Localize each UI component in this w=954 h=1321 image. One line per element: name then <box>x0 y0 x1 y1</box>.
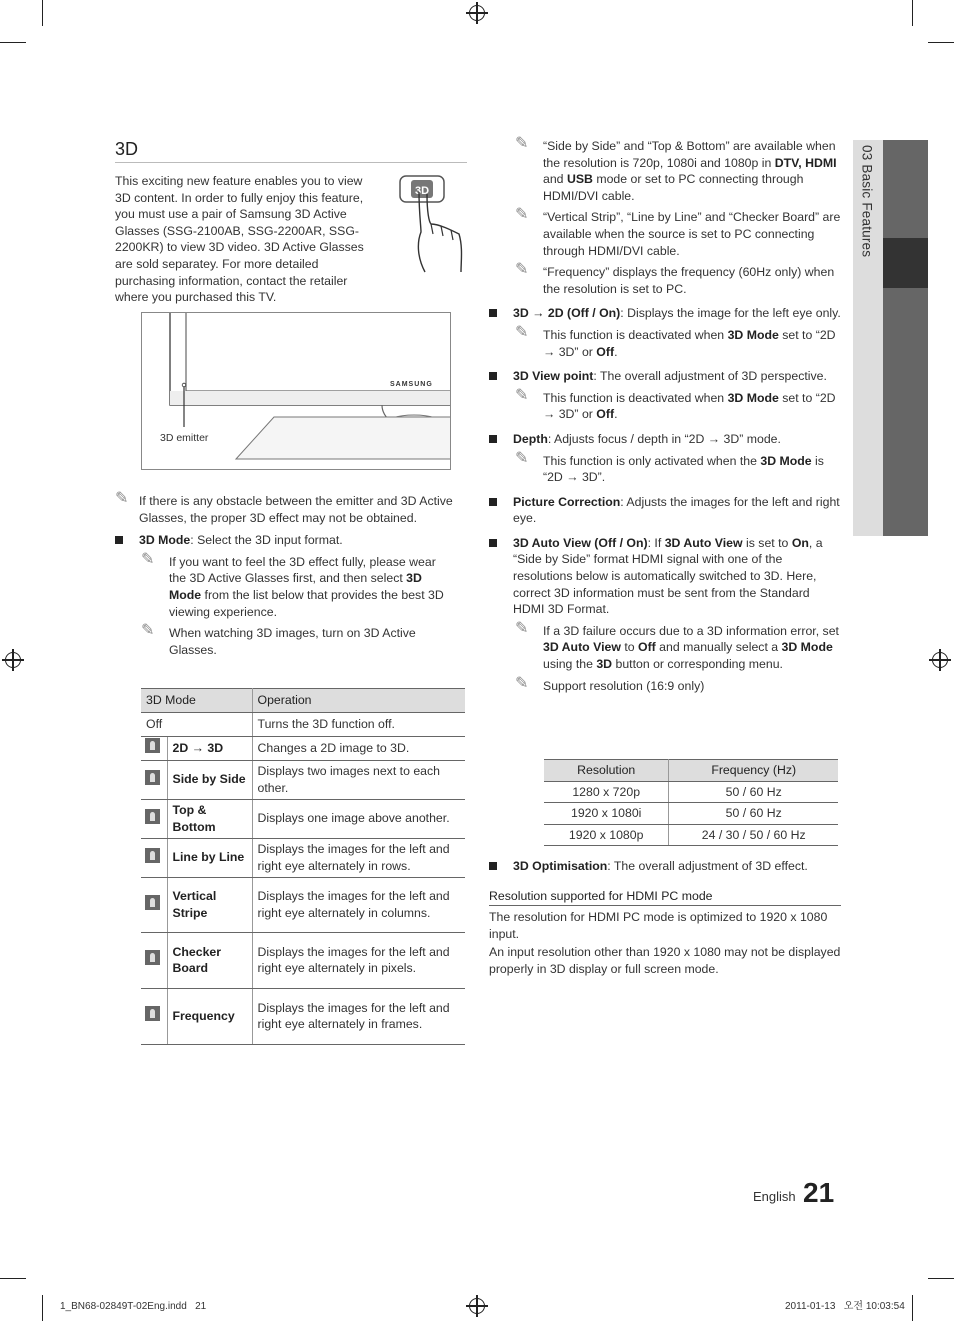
mode-line-by-line-icon <box>145 848 160 863</box>
crop-mark <box>0 42 26 43</box>
note-text: mode or set to PC connecting through HDMI/DVI cable. <box>543 172 804 203</box>
chapter-tab-label: 03 Basic Features <box>859 145 875 258</box>
frequency-cell: 50 / 60 Hz <box>669 781 838 803</box>
bullet-depth <box>489 431 841 448</box>
note-text: This function is only activated when the <box>543 453 761 468</box>
table-row <box>141 799 465 838</box>
note-text: “Vertical Strip”, “Line by Line” and “Checker Board” are available when the source is set to PC connecting through HDMI/DVI cable. <box>543 210 841 258</box>
note-pencil-icon: ✎ <box>515 323 529 341</box>
note-term: DTV, HDMI <box>774 155 837 170</box>
note-turn-on-glasses <box>115 622 455 658</box>
table-header-row <box>141 689 465 713</box>
intro-paragraph: This exciting new feature enables you to view 3D content. In order to fully enjoy this feature, you must use a pair of Samsung 3D Active Glasses (SSG-2100AB, SSG-2200AR, SSG-2200KR) to view 3D video. 3D Active Glasses are sold separatey. For more detailed purchasing information, contact the retailer where you purchased this TV. <box>115 174 364 305</box>
mode-frequency-icon <box>145 1006 160 1021</box>
note-term: Off <box>638 640 656 655</box>
mode-desc: Displays the images for the left and right eye alternately in pixels. <box>252 932 465 988</box>
note-pencil-icon: ✎ <box>515 206 529 224</box>
mode-icon-cell <box>141 760 167 799</box>
bullet-picture-correction <box>489 494 841 527</box>
note-feel-3d <box>115 550 455 620</box>
3d-mode-table <box>141 688 465 1045</box>
bullet-square-icon <box>115 536 123 544</box>
mode-name: Off <box>141 712 252 736</box>
note-term: 3D Mode <box>760 453 812 468</box>
note-term: 3D <box>596 657 613 672</box>
bullet-term: Depth <box>513 431 548 446</box>
bullet-term: 3D Auto View <box>664 535 743 550</box>
bullet-3d-optimisation <box>489 858 841 875</box>
table-row <box>141 736 465 760</box>
crop-mark <box>42 0 43 26</box>
section-title: 3D <box>115 138 467 163</box>
3d-button-label: 3D <box>414 185 430 197</box>
emitter-label: 3D emitter <box>160 432 209 444</box>
table-row <box>544 781 838 803</box>
table-row <box>544 803 838 825</box>
mode-checker-board-icon <box>145 950 160 965</box>
crop-mark <box>912 1295 913 1321</box>
resolution-cell: 1280 x 720p <box>544 781 669 803</box>
note-term: 3D Auto View <box>543 640 621 655</box>
note-pencil-icon: ✎ <box>515 674 529 692</box>
bullet-3d-auto-view <box>489 535 841 618</box>
bullet-text: : The overall adjustment of 3D effect. <box>607 859 808 873</box>
bullet-text: : Adjusts focus / depth in “2D → 3D” mode. <box>547 431 781 446</box>
bullet-term: Picture Correction <box>513 494 621 509</box>
footer-file-info: 1_BN68-02849T-02Eng.indd 21 <box>60 1301 207 1312</box>
page-language: English <box>753 1189 796 1204</box>
note-3d-view-point <box>489 386 841 423</box>
table-row <box>141 988 465 1044</box>
note-text: . <box>614 344 618 359</box>
table-row <box>141 877 465 932</box>
mode-desc: Displays the images for the left and right eye alternately in frames. <box>252 988 465 1044</box>
note-pencil-icon: ✎ <box>515 135 529 152</box>
crop-mark <box>928 1278 954 1279</box>
left-notes <box>115 488 455 658</box>
footer-date: 2011-01-13 오전 10:03:54 <box>785 1301 905 1312</box>
hdmi-pc-paragraph: The resolution for HDMI PC mode is optimized to 1920 x 1080 input. <box>489 910 828 941</box>
crop-mark <box>928 42 954 43</box>
mode-icon-cell <box>141 736 167 760</box>
mode-desc: Displays the images for the left and right eye alternately in columns. <box>252 877 465 932</box>
note-text: “Frequency” displays the frequency (60Hz only) when the resolution is set to PC. <box>543 265 835 296</box>
table-row <box>141 838 465 877</box>
mode-desc: Displays the images for the left and right eye alternately in rows. <box>252 838 465 877</box>
mode-desc: Displays one image above another. <box>252 799 465 838</box>
note-text: If you want to feel the 3D effect fully, please wear the 3D Active Glasses first, and then select <box>169 554 436 586</box>
note-pencil-icon: ✎ <box>515 261 529 279</box>
bullet-term: On <box>791 535 809 550</box>
note-depth <box>489 449 841 486</box>
note-text: . <box>614 407 618 422</box>
note-side-by-side <box>489 135 841 204</box>
note-3d-to-2d <box>489 323 841 360</box>
right-column <box>489 135 841 694</box>
chapter-tab-dark <box>883 140 928 536</box>
bullet-term: 3D → 2D (Off / On) <box>513 306 621 321</box>
page-number: 21 <box>803 1177 835 1208</box>
note-pencil-icon: ✎ <box>115 490 129 507</box>
note-support-resolution <box>489 674 841 695</box>
note-term: 3D Mode <box>169 571 422 602</box>
mode-name: Side by Side <box>167 760 252 799</box>
resolution-cell: 1920 x 1080p <box>544 824 669 846</box>
bullet-text: : If <box>647 535 665 550</box>
mode-icon-cell <box>141 988 167 1044</box>
note-text: “Side by Side” and “Top & Bottom” are available when the resolution is 720p, 1080i and 1080p in <box>543 139 836 170</box>
frequency-cell: 24 / 30 / 50 / 60 Hz <box>669 824 838 846</box>
mode-name: Top & Bottom <box>167 799 252 838</box>
note-text: button or corresponding menu. <box>612 657 783 672</box>
bullet-term: 3D View point <box>513 369 594 384</box>
brand-logo: SAMSUNG <box>390 381 433 388</box>
header-frequency: Frequency (Hz) <box>669 760 838 782</box>
table-row <box>141 712 465 736</box>
bullet-term: 3D Optimisation <box>513 859 608 873</box>
table-row <box>141 760 465 799</box>
mode-side-by-side-icon <box>145 770 160 785</box>
mode-desc: Changes a 2D image to 3D. <box>252 736 465 760</box>
note-text: This function is deactivated when <box>543 390 728 405</box>
note-term: 3D Mode <box>727 390 779 405</box>
3d-button-hand-illustration <box>395 172 467 278</box>
table-header-row <box>544 760 838 782</box>
mode-name: Frequency <box>167 988 252 1044</box>
note-text: This function is deactivated when <box>543 327 728 342</box>
note-term: USB <box>566 172 593 187</box>
header-resolution: Resolution <box>544 760 669 782</box>
mode-icon-cell <box>141 877 167 932</box>
note-obstacle <box>115 490 455 526</box>
registration-mark-icon <box>932 652 948 668</box>
note-pencil-icon: ✎ <box>141 550 155 568</box>
bullet-text: , a “Side by Side” format HDMI signal with one of the resolutions below is automatically switched to 3D. Here, correct 3D information must be sent from the Standard HDMI 3D Format. <box>513 535 823 617</box>
note-vertical-strip <box>489 206 841 259</box>
note-text: using the <box>543 657 597 672</box>
note-text: When watching 3D images, turn on 3D Active Glasses. <box>169 626 416 657</box>
mode-vertical-stripe-icon <box>145 895 160 910</box>
note-text: is “2D → 3D”. <box>543 453 824 485</box>
note-text: and manually select a <box>655 640 782 655</box>
note-text: Support resolution (16:9 only) <box>543 678 705 693</box>
note-frequency <box>489 261 841 297</box>
header-3d-mode: 3D Mode <box>141 689 252 713</box>
bullet-text: : The overall adjustment of 3D perspective. <box>593 369 827 384</box>
table-row <box>141 932 465 988</box>
right-lower <box>489 858 841 978</box>
note-text: set to “2D → 3D” or <box>543 390 836 422</box>
resolution-cell: 1920 x 1080i <box>544 803 669 825</box>
header-operation: Operation <box>252 689 465 713</box>
bullet-term: 3D Mode <box>139 533 191 548</box>
bullet-square-icon <box>489 372 497 380</box>
bullet-square-icon <box>489 435 497 443</box>
mode-icon-cell <box>141 838 167 877</box>
note-text: If a 3D failure occurs due to a 3D information error, set <box>543 623 839 638</box>
note-term: 3D Mode <box>727 327 779 342</box>
hdmi-pc-section <box>489 888 841 978</box>
mode-name: 2D → 3D <box>167 736 252 760</box>
mode-top-bottom-icon <box>145 809 160 824</box>
bullet-3d-view-point <box>489 368 841 385</box>
bullet-square-icon <box>489 539 497 547</box>
crop-mark <box>42 1295 43 1321</box>
note-text: and <box>543 172 567 187</box>
registration-mark-icon <box>469 5 485 21</box>
note-3d-failure <box>489 619 841 673</box>
note-text: from the list below that provides the best 3D viewing experience. <box>169 587 444 619</box>
registration-mark-icon <box>5 652 21 668</box>
bullet-3d-to-2d <box>489 305 841 322</box>
chapter-tab-marker <box>883 238 928 288</box>
mode-name: Vertical Stripe <box>167 877 252 932</box>
frequency-cell: 50 / 60 Hz <box>669 803 838 825</box>
note-text: set to “2D → 3D” or <box>543 327 836 359</box>
note-term: Off <box>596 407 615 422</box>
crop-mark <box>0 1278 26 1279</box>
bullet-square-icon <box>489 498 497 506</box>
bullet-3d-mode <box>115 532 455 549</box>
hdmi-pc-subheading: Resolution supported for HDMI PC mode <box>489 888 841 907</box>
note-pencil-icon: ✎ <box>515 386 529 404</box>
resolution-table <box>544 759 838 846</box>
table-row <box>544 824 838 846</box>
bullet-text: : Displays the image for the left eye only. <box>620 306 841 321</box>
note-text: to <box>620 640 638 655</box>
bullet-text: : Adjusts the images for the left and right eye. <box>513 494 840 526</box>
mode-2d3d-icon <box>145 738 160 753</box>
mode-name: Line by Line <box>167 838 252 877</box>
hdmi-pc-paragraph: An input resolution other than 1920 x 1080 may not be displayed properly in 3D display or full screen mode. <box>489 945 841 976</box>
tv-emitter-figure <box>141 312 451 470</box>
note-text: If there is any obstacle between the emitter and 3D Active Glasses, the proper 3D effect may not be obtained. <box>139 494 453 525</box>
crop-mark <box>912 0 913 26</box>
mode-name: Checker Board <box>167 932 252 988</box>
mode-icon-cell <box>141 799 167 838</box>
bullet-text: is set to <box>742 535 792 550</box>
note-pencil-icon: ✎ <box>515 449 529 467</box>
note-pencil-icon: ✎ <box>515 619 529 637</box>
mode-desc: Displays two images next to each other. <box>252 760 465 799</box>
note-term: Off <box>596 344 615 359</box>
bullet-square-icon <box>489 862 497 870</box>
bullet-square-icon <box>489 309 497 317</box>
mode-icon-cell <box>141 932 167 988</box>
mode-desc: Turns the 3D function off. <box>252 712 465 736</box>
bullet-text: : Select the 3D input format. <box>190 533 343 548</box>
bullet-term: 3D Auto View (Off / On) <box>513 535 648 550</box>
registration-mark-icon <box>469 1298 485 1314</box>
note-term: 3D Mode <box>781 640 833 655</box>
note-pencil-icon: ✎ <box>141 622 155 640</box>
